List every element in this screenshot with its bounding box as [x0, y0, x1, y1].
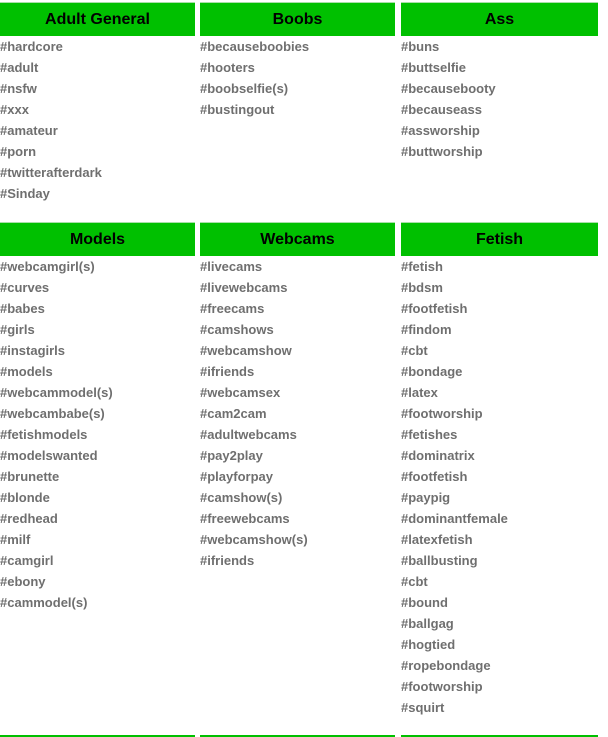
hashtag-link[interactable]: #footfetish [401, 469, 468, 484]
hashtag-link[interactable]: #cbt [401, 343, 428, 358]
column-header: Webcams [200, 222, 395, 256]
column-ass [401, 2, 598, 162]
hashtag-link[interactable]: #paypig [401, 490, 451, 505]
hashtag-link[interactable]: #buttworship [401, 144, 483, 159]
hashtag-link[interactable]: #webcamshow(s) [200, 532, 308, 547]
hashtag-link[interactable]: #webcamgirl(s) [0, 259, 95, 274]
hashtag-link[interactable]: #bustingout [200, 102, 275, 117]
column-header: Adult General [0, 2, 195, 36]
hashtag-link[interactable]: #ebony [0, 574, 46, 589]
hashtag-link[interactable]: #becauseboobies [200, 39, 310, 54]
hashtag-link[interactable]: #assworship [401, 123, 480, 138]
hashtag-link[interactable]: #boobselfie(s) [200, 81, 289, 96]
hashtag-link[interactable]: #bound [401, 595, 448, 610]
hashtag-link[interactable]: #playforpay [200, 469, 273, 484]
hashtag-link[interactable]: #dominantfemale [401, 511, 508, 526]
tag-list [401, 36, 598, 162]
column-header: Models [0, 222, 195, 256]
hashtag-link[interactable]: #bdsm [401, 280, 443, 295]
tag-list [401, 256, 598, 718]
tag-list [0, 256, 195, 613]
hashtag-link[interactable]: #fetish [401, 259, 443, 274]
hashtag-link[interactable]: #becausebooty [401, 81, 496, 96]
hashtag-link[interactable]: #ballgag [401, 616, 454, 631]
column-header: Fetish [401, 222, 598, 256]
hashtag-link[interactable]: #latex [401, 385, 438, 400]
hashtag-link[interactable]: #Sinday [0, 186, 50, 201]
hashtag-link[interactable]: #amateur [0, 123, 58, 138]
hashtag-link[interactable]: #becauseass [401, 102, 482, 117]
hashtag-link[interactable]: #girls [0, 322, 35, 337]
hashtag-link[interactable]: #webcamshow [200, 343, 292, 358]
hashtag-link[interactable]: #ropebondage [401, 658, 491, 673]
hashtag-link[interactable]: #models [0, 364, 53, 379]
hashtag-link[interactable]: #adultwebcams [200, 427, 297, 442]
hashtag-link[interactable]: #hogtied [401, 637, 456, 652]
hashtag-link[interactable]: #ifriends [200, 553, 255, 568]
hashtag-link[interactable]: #ifriends [200, 364, 255, 379]
hashtag-link[interactable]: #xxx [0, 102, 29, 117]
hashtag-link[interactable]: #instagirls [0, 343, 66, 358]
hashtag-link[interactable]: #cam2cam [200, 406, 267, 421]
hashtag-link[interactable]: #twitterafterdark [0, 165, 102, 180]
hashtag-link[interactable]: #freewebcams [200, 511, 290, 526]
hashtag-link[interactable]: #milf [0, 532, 31, 547]
hashtag-link[interactable]: #webcambabe(s) [0, 406, 105, 421]
hashtag-link[interactable]: #footworship [401, 406, 483, 421]
hashtag-link[interactable]: #camgirl [0, 553, 54, 568]
hashtag-link[interactable]: #hardcore [0, 39, 63, 54]
column-header: Ass [401, 2, 598, 36]
hashtag-link[interactable]: #dominatrix [401, 448, 475, 463]
column-webcams [200, 222, 395, 571]
column-models [0, 222, 195, 613]
hashtag-link[interactable]: #latexfetish [401, 532, 473, 547]
hashtag-link[interactable]: #adult [0, 60, 39, 75]
hashtag-link[interactable]: #redhead [0, 511, 58, 526]
hashtag-link[interactable]: #livecams [200, 259, 263, 274]
hashtag-link[interactable]: #buttselfie [401, 60, 467, 75]
column-adult-general [0, 2, 195, 204]
hashtag-link[interactable]: #webcammodel(s) [0, 385, 113, 400]
hashtag-link[interactable]: #cbt [401, 574, 428, 589]
hashtag-link[interactable]: #ballbusting [401, 553, 478, 568]
column-boobs [200, 2, 395, 120]
hashtag-link[interactable]: #camshows [200, 322, 274, 337]
hashtag-link[interactable]: #camshow(s) [200, 490, 283, 505]
hashtag-link[interactable]: #findom [401, 322, 452, 337]
hashtag-link[interactable]: #modelswanted [0, 448, 98, 463]
column-fetish [401, 222, 598, 718]
hashtag-link[interactable]: #freecams [200, 301, 265, 316]
tag-list [0, 36, 195, 204]
tag-list [200, 256, 395, 571]
hashtag-link[interactable]: #nsfw [0, 81, 37, 96]
tag-list [200, 36, 395, 120]
column-header: Boobs [200, 2, 395, 36]
hashtag-link[interactable]: #footworship [401, 679, 483, 694]
hashtag-link[interactable]: #curves [0, 280, 50, 295]
hashtag-link[interactable]: #hooters [200, 60, 255, 75]
hashtag-link[interactable]: #squirt [401, 700, 445, 715]
hashtag-link[interactable]: #porn [0, 144, 37, 159]
hashtag-link[interactable]: #fetishes [401, 427, 458, 442]
hashtag-link[interactable]: #webcamsex [200, 385, 281, 400]
hashtag-link[interactable]: #bondage [401, 364, 463, 379]
hashtag-link[interactable]: #babes [0, 301, 45, 316]
hashtag-link[interactable]: #cammodel(s) [0, 595, 88, 610]
hashtag-link[interactable]: #buns [401, 39, 440, 54]
hashtag-link[interactable]: #brunette [0, 469, 60, 484]
hashtag-link[interactable]: #pay2play [200, 448, 263, 463]
hashtag-link[interactable]: #blonde [0, 490, 50, 505]
hashtag-link[interactable]: #footfetish [401, 301, 468, 316]
hashtag-link[interactable]: #livewebcams [200, 280, 288, 295]
hashtag-link[interactable]: #fetishmodels [0, 427, 88, 442]
